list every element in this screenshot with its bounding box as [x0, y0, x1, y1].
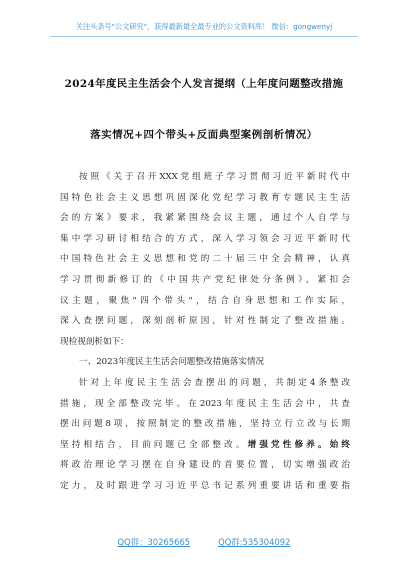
paragraph-line: 会的方案》要求，我紧紧围绕会议主题，通过个人自学与 [60, 213, 350, 224]
paragraph-line: 中国特色社会主义思想和党的二十届三中全会精神，认真 [60, 254, 350, 265]
paragraph-line: 按照《关于召开XXX党组班子学习贯彻习近平新时代中 [79, 172, 350, 182]
paragraph-line: 深入查摆问题，深刻剖析原因，针对性制定了整改措施。 [60, 316, 350, 327]
paragraph-text: 坚持相结合，目前问题已全部整改。 [60, 439, 248, 450]
document-title-line-2: 落实情况+四个带头+反面典型案例剖析情况） [90, 129, 318, 141]
document-body [60, 167, 350, 497]
paragraph-line: 将政治理论学习摆在自身建设的首要位置，切实增强政治 [60, 460, 350, 471]
paragraph-line: 现检视剖析如下： [60, 336, 129, 347]
paragraph-line: 摆出问题8项，按照制定的整改措施，坚持立行立改与长期 [60, 419, 350, 430]
paragraph-line [60, 435, 350, 456]
paragraph-line: 学习贯彻新修订的《中国共产党纪律处分条例》，紧扣会 [60, 274, 350, 285]
qq-group-link-1[interactable]: QQ群：30265665 [117, 537, 191, 547]
paragraph-line: 措施，现全部整改完毕。在2023年度民主生活会中，共查 [60, 398, 350, 409]
paragraph-line: 国特色社会主义思想巩固深化党纪学习教育专题民主生活 [60, 192, 350, 203]
paragraph-line: 议主题，聚焦"四个带头"，结合自身思想和工作实际， [60, 295, 350, 306]
header-banner: 关注头条号"公文研究"，获得最新最全最专业的公文资料库！ 微信：gongwenyj [75, 22, 333, 31]
document-title-line-1: 2024年度民主生活会个人发言提纲（上年度问题整改措施 [64, 78, 344, 90]
paragraph-line: 针对上年度民主生活会查摆出的问题，共制定4条整改 [79, 377, 350, 388]
paragraph-line: 定力，及时跟进学习习近平总书记系列重要讲话和重要指 [60, 480, 350, 491]
footer-contact [0, 536, 408, 548]
bold-subheading: 增强党性修养。始终 [247, 439, 350, 450]
header-divider [50, 36, 358, 37]
section-heading: 一、2023年度民主生活会问题整改措施落实情况 [79, 357, 265, 368]
qq-group-link-2[interactable]: QQ群:535304092 [218, 537, 291, 547]
paragraph-line: 集中学习研讨相结合的方式，深入学习领会习近平新时代 [60, 233, 350, 244]
